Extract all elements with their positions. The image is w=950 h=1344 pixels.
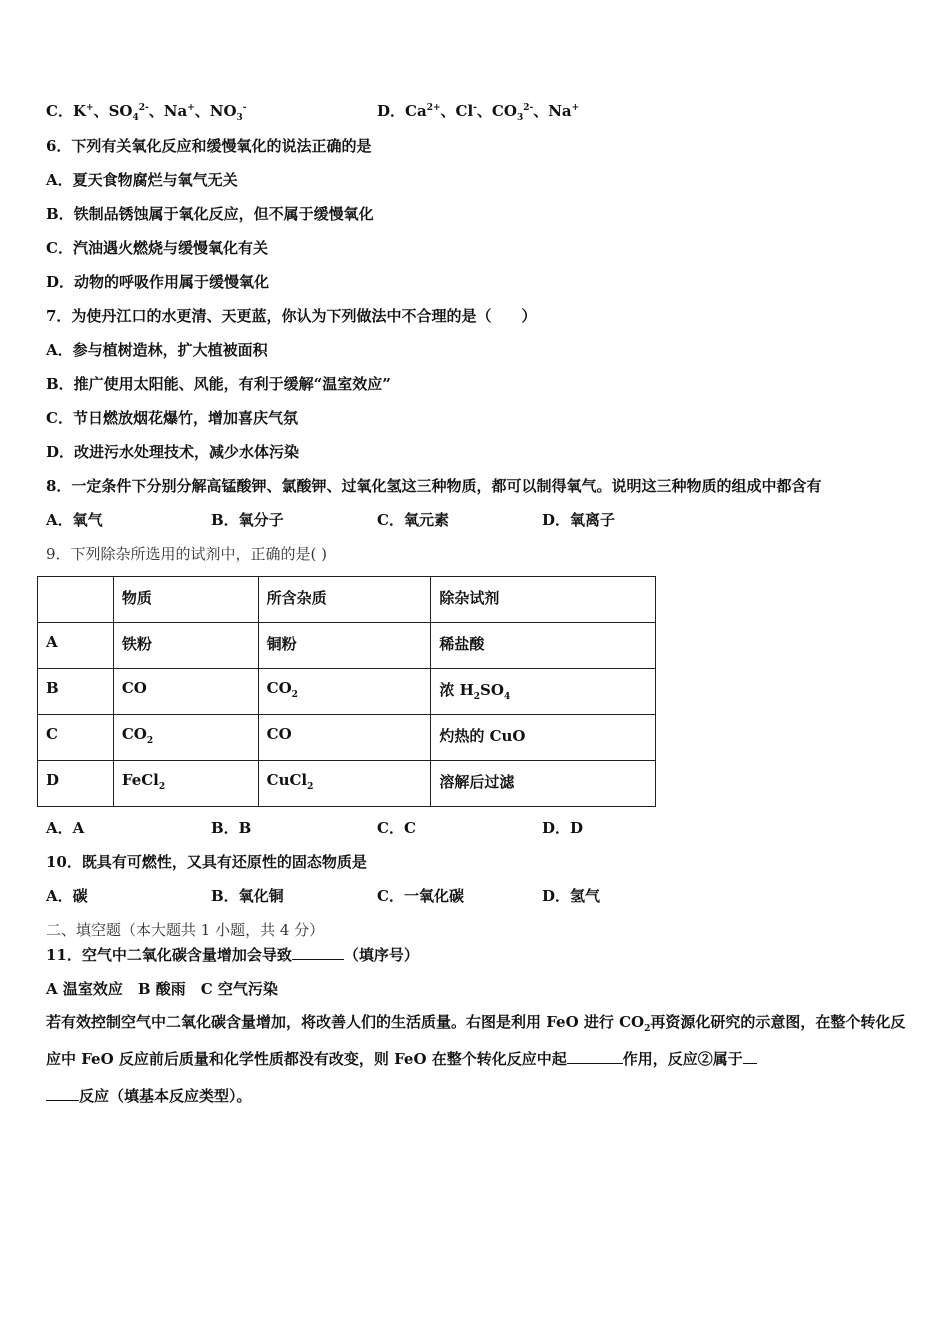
- q5-option-d: [377, 101, 579, 121]
- q9-option-d: D．D: [542, 819, 584, 837]
- q10-stem: 10．既具有可燃性，又具有还原性的固态物质是: [46, 853, 367, 871]
- q8-option-b: B．氧分子: [211, 511, 284, 529]
- ion-na: Na: [163, 102, 188, 120]
- ion-ca: Ca: [405, 102, 427, 120]
- ion-charge: +: [571, 103, 580, 113]
- q9-stem: 9．下列除杂所选用的试剂中，正确的是( ): [46, 545, 328, 563]
- subscript: 4: [503, 692, 511, 702]
- table-header-row: [38, 577, 656, 623]
- subscript: 2: [291, 690, 298, 700]
- q6-option-d: D．动物的呼吸作用属于缓慢氧化: [46, 273, 270, 291]
- table-header-cell: 除杂试剂: [431, 577, 656, 623]
- q7-option-a: A．参与植树造林，扩大植被面积: [46, 341, 268, 359]
- subscript: 3: [516, 113, 524, 123]
- q10-option-b: B．氧化铜: [211, 887, 284, 905]
- table-cell-substance: CO: [113, 669, 258, 715]
- q5-option-c: [46, 101, 247, 121]
- q9-option-b: B．B: [211, 819, 252, 837]
- q6-stem: 6．下列有关氧化反应和缓慢氧化的说法正确的是: [46, 137, 372, 155]
- q11-text: 作用，反应②属于: [622, 1050, 743, 1068]
- table-cell-impurity: [258, 669, 431, 715]
- formula: CO: [121, 725, 147, 743]
- subscript: 2: [146, 736, 154, 746]
- ion-so4: SO: [108, 102, 133, 120]
- table-cell-impurity: CO: [258, 715, 431, 761]
- table-header-cell: 所含杂质: [258, 577, 431, 623]
- section-heading: 二、填空题（本大题共 1 小题，共 4 分）: [46, 921, 325, 939]
- answer-blank[interactable]: [292, 945, 344, 960]
- table-cell-label: C: [38, 715, 114, 761]
- table-cell-label: A: [38, 623, 114, 669]
- subscript: 2: [644, 1024, 651, 1034]
- q11-stem-pre: 11．空气中二氧化碳含量增加会导致: [46, 946, 292, 964]
- table-row: [38, 761, 656, 807]
- subscript: 2: [158, 782, 166, 792]
- table-cell-reagent: 灼热的 CuO: [431, 715, 656, 761]
- answer-blank[interactable]: [46, 1086, 79, 1101]
- q9-option-a: A．A: [46, 819, 85, 837]
- q11-paragraph: [46, 1004, 910, 1115]
- table-cell-reagent: 溶解后过滤: [431, 761, 656, 807]
- ion-no3: NO: [209, 102, 237, 120]
- q10-option-c: C．一氧化碳: [377, 887, 464, 905]
- ion-charge: 2-: [523, 103, 534, 113]
- ion-charge: 2+: [426, 103, 441, 113]
- ion-charge: -: [473, 103, 477, 113]
- table-cell-label: B: [38, 669, 114, 715]
- subscript: 4: [132, 113, 139, 123]
- q9-table: [37, 576, 656, 807]
- subscript: 3: [236, 113, 243, 123]
- formula: FeCl: [121, 771, 159, 789]
- ion-cl: Cl: [455, 102, 474, 120]
- q11-text: 反应（填基本反应类型）。: [79, 1087, 252, 1105]
- q6-option-c: C．汽油遇火燃烧与缓慢氧化有关: [46, 239, 268, 257]
- separator: 、: [533, 102, 549, 120]
- table-cell-reagent: 稀盐酸: [431, 623, 656, 669]
- table-row: [38, 715, 656, 761]
- ion-co3: CO: [491, 102, 517, 120]
- table-cell-substance: [113, 761, 258, 807]
- table-cell-substance: 铁粉: [113, 623, 258, 669]
- subscript: 2: [473, 692, 481, 702]
- table-header-cell: 物质: [113, 577, 258, 623]
- table-row: [38, 623, 656, 669]
- q11-stem-post: （填序号）: [343, 946, 419, 964]
- separator: 、: [148, 102, 164, 120]
- subscript: 2: [307, 782, 314, 792]
- q11-stem: [46, 945, 419, 965]
- table-cell-impurity: 铜粉: [258, 623, 431, 669]
- ion-charge: 2-: [138, 103, 149, 113]
- table-header-cell: [38, 577, 114, 623]
- q9-option-c: C．C: [377, 819, 416, 837]
- formula: 浓 H: [439, 681, 474, 699]
- answer-blank[interactable]: [743, 1049, 757, 1064]
- formula: CO: [266, 679, 292, 697]
- q11-text: 若有效控制空气中二氧化碳含量增加，将改善人们的生活质量。右图是利用 FeO 进行 CO: [46, 1013, 645, 1031]
- table-cell-substance: [113, 715, 258, 761]
- q8-option-c: C．氧元素: [377, 511, 449, 529]
- q8-stem: 8．一定条件下分别分解高锰酸钾、氯酸钾、过氧化氢这三种物质，都可以制得氧气。说明这三种物质的组成中都含有: [46, 477, 822, 495]
- q8-option-a: A．氧气: [46, 511, 103, 529]
- q11-text: 再资源化研究的示意图，在整个转化反应中 FeO 反应前后质量和化学性质都没有改变，则 FeO 在整个转化反应中起: [46, 1013, 906, 1068]
- formula: CuCl: [266, 771, 308, 789]
- q7-option-b: B．推广使用太阳能、风能，有利于缓解“温室效应”: [46, 375, 391, 393]
- ion-charge: +: [187, 103, 195, 113]
- ion-k: K: [72, 102, 86, 120]
- table-cell-reagent: [431, 669, 656, 715]
- q7-option-c: C．节日燃放烟花爆竹，增加喜庆气氛: [46, 409, 298, 427]
- separator: 、: [194, 102, 210, 120]
- table-cell-label: D: [38, 761, 114, 807]
- q8-option-d: D．氧离子: [542, 511, 616, 529]
- separator: 、: [93, 102, 109, 120]
- q7-stem: 7．为使丹江口的水更清、天更蓝，你认为下列做法中不合理的是（ ）: [46, 307, 537, 325]
- ion-charge: +: [86, 103, 94, 113]
- q11-options: A 温室效应 B 酸雨 C 空气污染: [46, 980, 278, 998]
- separator: 、: [440, 102, 456, 120]
- q6-option-b: B．铁制品锈蚀属于氧化反应，但不属于缓慢氧化: [46, 205, 374, 223]
- answer-blank[interactable]: [567, 1049, 623, 1064]
- separator: 、: [476, 102, 492, 120]
- q7-option-d: D．改进污水处理技术，减少水体污染: [46, 443, 300, 461]
- q10-option-a: A．碳: [46, 887, 88, 905]
- table-row: [38, 669, 656, 715]
- ion-na: Na: [548, 102, 572, 120]
- q6-option-a: A．夏天食物腐烂与氧气无关: [46, 171, 238, 189]
- q5-c-lead: C．: [46, 102, 73, 120]
- q5-d-lead: D．: [377, 102, 406, 120]
- ion-charge: -: [242, 103, 247, 113]
- table-cell-impurity: [258, 761, 431, 807]
- formula: SO: [480, 681, 504, 699]
- q10-option-d: D．氢气: [542, 887, 601, 905]
